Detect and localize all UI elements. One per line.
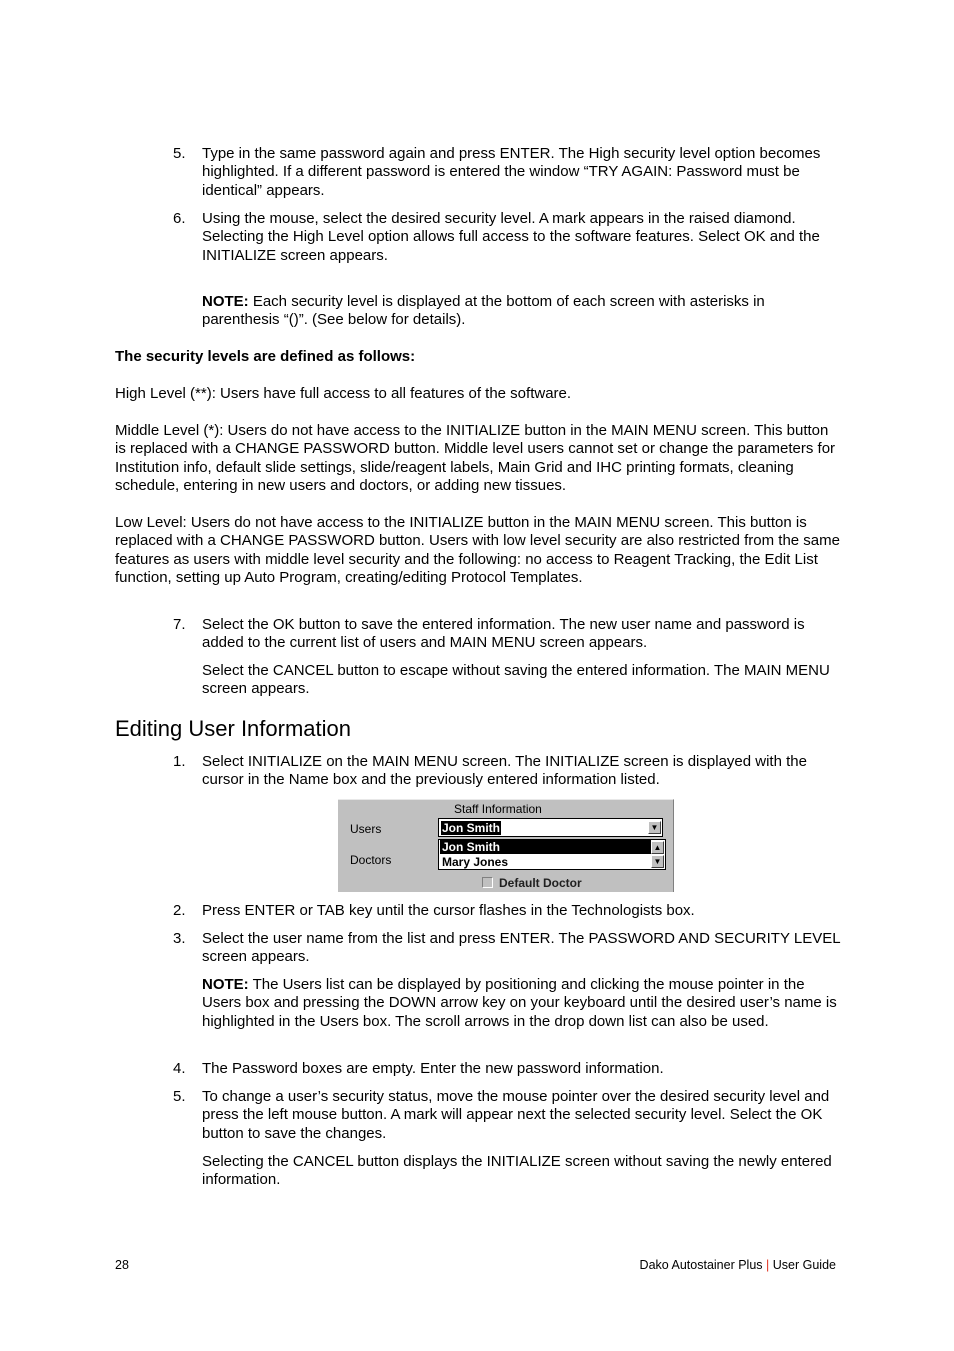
note-text: The Users list can be displayed by positioning and clicking the mouse pointer in the Users box and pressing the DOWN arrow key on your keyboard until the desired user’s name is highlighted in the Users box. The scroll arrows in the drop down list can also be used. <box>202 976 837 1030</box>
footer-title <box>640 1258 836 1273</box>
scroll-down-icon[interactable]: ▼ <box>651 855 664 868</box>
high-level-paragraph: High Level (**): Users have full access to all features of the software. <box>115 385 572 402</box>
note-label: NOTE: <box>202 976 249 993</box>
step-number: 5. <box>173 1088 186 1105</box>
levels-heading: The security levels are defined as follows: <box>115 348 416 365</box>
page-number: 28 <box>115 1258 129 1272</box>
middle-level-paragraph: Middle Level (*): Users do not have access to the INITIALIZE button in the MAIN MENU screen. This button is replaced with a CHANGE PASSWORD button. Middle level users cannot set or change the parameters for Institution info, default slide settings, slide/reagent labels, Main Grid and IHC printing formats, cleaning schedule, entering in new users and doctors, or adding new tissues. <box>115 422 836 495</box>
step-number: 7. <box>173 616 186 633</box>
step-number: 1. <box>173 753 186 770</box>
list-item[interactable]: Mary Jones <box>442 855 509 869</box>
footer-product: Dako Autostainer Plus <box>639 1258 763 1272</box>
step-number: 4. <box>173 1060 186 1077</box>
note <box>202 976 842 1031</box>
footer-guide: User Guide <box>772 1258 836 1272</box>
list-item[interactable]: Jon Smith <box>440 840 651 854</box>
section-heading: Editing User Information <box>115 716 351 741</box>
step-text: Select the user name from the list and press ENTER. The PASSWORD AND SECURITY LEVEL screen appears. <box>202 930 841 966</box>
step-text: Select the OK button to save the entered information. The new user name and password is added to the current list of users and MAIN MENU screen appears. <box>202 616 805 652</box>
users-combo-value: Jon Smith <box>442 821 501 835</box>
step-text-continued: Selecting the CANCEL button displays the INITIALIZE screen without saving the newly entered information. <box>202 1153 832 1189</box>
footer-separator: | <box>766 1258 770 1272</box>
step-number: 5. <box>173 145 186 162</box>
dialog-title: Staff Information <box>454 802 542 816</box>
users-label: Users <box>350 822 382 836</box>
step-text: Press ENTER or TAB key until the cursor flashes in the Technologists box. <box>202 902 695 919</box>
step-number: 3. <box>173 930 186 947</box>
default-doctor-label: Default Doctor <box>499 876 582 890</box>
step-text: The Password boxes are empty. Enter the new password information. <box>202 1060 664 1077</box>
step-text: To change a user’s security status, move the mouse pointer over the desired security level and press the left mouse button. A mark will appear next the selected security level. Select the OK button to save the changes. <box>202 1088 830 1142</box>
step-text: Select INITIALIZE on the MAIN MENU screen. The INITIALIZE screen is displayed with the cursor in the Name box and the previously entered information listed. <box>202 753 807 789</box>
dropdown-arrow-icon[interactable]: ▼ <box>648 821 661 834</box>
doctors-label: Doctors <box>350 853 392 867</box>
default-doctor-checkbox[interactable] <box>482 877 493 888</box>
step-number: 6. <box>173 210 186 227</box>
users-combo[interactable] <box>438 818 663 837</box>
step-text: Using the mouse, select the desired security level. A mark appears in the raised diamond. Selecting the High Level option allows full access to the software features. Select OK and the INITIALIZE screen appears. <box>202 210 820 264</box>
note-text: Each security level is displayed at the bottom of each screen with asterisks in parenthesis “()”. (See below for details). <box>202 293 765 329</box>
note-label: NOTE: <box>202 293 249 310</box>
scroll-up-icon[interactable]: ▲ <box>651 841 664 854</box>
step-text-continued: Select the CANCEL button to escape without saving the entered information. The MAIN MENU screen appears. <box>202 662 830 698</box>
step-text: Type in the same password again and press ENTER. The High security level option becomes highlighted. If a different password is entered the window “TRY AGAIN: Password must be identical” appears. <box>202 145 821 199</box>
users-dropdown-list[interactable] <box>438 839 666 870</box>
note <box>202 293 842 330</box>
step-number: 2. <box>173 902 186 919</box>
low-level-paragraph: Low Level: Users do not have access to the INITIALIZE button in the MAIN MENU screen. This button is replaced with a CHANGE PASSWORD button. Users with low level security are also restricted from the same features as users with middle level security and the following: no access to Reagent Tracking, the Edit List function, setting up Auto Program, creating/editing Protocol Templates. <box>115 514 840 587</box>
staff-information-dialog <box>338 799 674 892</box>
